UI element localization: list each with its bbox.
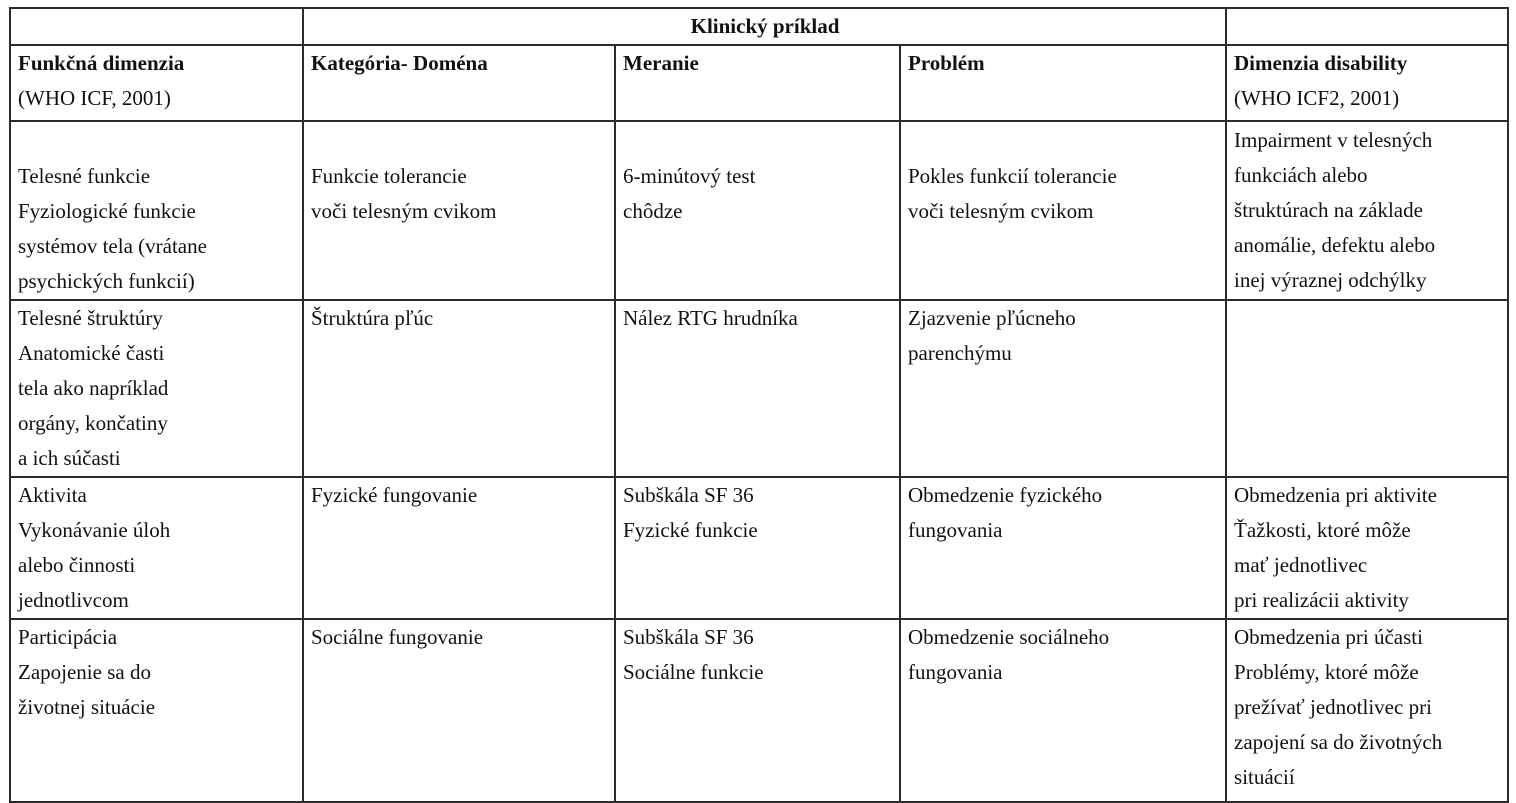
cell-line: voči telesným cvikom [311, 199, 497, 223]
table-cell [615, 300, 900, 477]
cell-line: Fyziologické funkcie [18, 199, 196, 223]
cell-line: Subškála SF 36 [623, 483, 754, 507]
cell-line: Problémy, ktoré môže [1234, 660, 1419, 684]
table-cell [1226, 619, 1508, 802]
header-cell [1226, 45, 1508, 121]
cell-line: Telesné funkcie [18, 164, 151, 188]
cell-line: Pokles funkcií tolerancie [908, 164, 1117, 188]
cell-line: Funkcie tolerancie [311, 164, 467, 188]
table-cell [615, 121, 900, 300]
cell-line: Zjazvenie pľúcneho [908, 306, 1076, 330]
cell-line: zapojení sa do životných [1234, 730, 1443, 754]
cell-line: inej výraznej odchýlky [1234, 268, 1427, 292]
cell-line: Anatomické časti [18, 341, 165, 365]
cell-line: chôdze [623, 199, 683, 223]
cell-line: situácií [1234, 765, 1295, 789]
table-cell [900, 477, 1226, 619]
table-cell [900, 619, 1226, 802]
cell-line: orgány, končatiny [18, 411, 168, 435]
header-line: (WHO ICF2, 2001) [1234, 86, 1400, 110]
cell-line: štruktúrach na základe [1234, 198, 1423, 222]
cell-line: prežívať jednotlivec pri [1234, 695, 1432, 719]
table-cell [10, 300, 303, 477]
header-line: Kategória- Doména [311, 51, 488, 75]
cell-line: Telesné štruktúry [18, 306, 163, 330]
table-cell [900, 300, 1226, 477]
cell-line: Ťažkosti, ktoré môže [1234, 518, 1411, 542]
table-cell [10, 121, 303, 300]
header-cell [10, 45, 303, 121]
table-cell [10, 619, 303, 802]
cell-line: 6-minútový test [623, 164, 756, 188]
cell-line: systémov tela (vrátane [18, 234, 207, 258]
header-cell [615, 45, 900, 121]
cell-line: životnej situácie [18, 695, 156, 719]
header-cell [900, 45, 1226, 121]
cell-line: Vykonávanie úloh [18, 518, 171, 542]
table-row [10, 300, 1508, 477]
icf-table [9, 7, 1509, 803]
table-cell [615, 619, 900, 802]
cell-line: Obmedzenie sociálneho [908, 625, 1110, 649]
table-cell [615, 477, 900, 619]
header-row [10, 45, 1508, 121]
cell-line: Impairment v telesných [1234, 128, 1433, 152]
table-cell [303, 477, 615, 619]
table-cell [10, 477, 303, 619]
table-cell [303, 619, 615, 802]
header-line: Meranie [623, 51, 699, 75]
cell-line: Štruktúra pľúc [311, 306, 434, 330]
table-cell [303, 121, 615, 300]
header-line: Dimenzia disability [1234, 51, 1408, 75]
table-row [10, 477, 1508, 619]
header-line: (WHO ICF, 2001) [18, 86, 171, 110]
table-cell [1226, 121, 1508, 300]
header-cell [303, 45, 615, 121]
cell-line: Obmedzenia pri účasti [1234, 625, 1423, 649]
cell-line: a ich súčasti [18, 446, 121, 470]
cell-line: mať jednotlivec [1234, 553, 1368, 577]
blank-right-cell [1226, 8, 1508, 45]
cell-line: Fyzické funkcie [623, 518, 758, 542]
table-cell [1226, 477, 1508, 619]
table-cell [900, 121, 1226, 300]
cell-line: Zapojenie sa do [18, 660, 151, 684]
blank-corner-cell [10, 8, 303, 45]
cell-line: alebo činnosti [18, 553, 136, 577]
cell-line: Sociálne fungovanie [311, 625, 484, 649]
cell-line: Obmedzenia pri aktivite [1234, 483, 1437, 507]
table-cell [303, 300, 615, 477]
table-row [10, 121, 1508, 300]
cell-line: tela ako napríklad [18, 376, 169, 400]
cell-line: Nález RTG hrudníka [623, 306, 798, 330]
super-header-cell: Klinický príklad [303, 8, 1226, 45]
cell-line: psychických funkcií) [18, 269, 195, 293]
cell-line: funkciách alebo [1234, 163, 1368, 187]
header-line: Funkčná dimenzia [18, 51, 185, 75]
cell-line: Sociálne funkcie [623, 660, 764, 684]
cell-line: anomálie, defektu alebo [1234, 233, 1436, 257]
table-cell-empty [1226, 300, 1508, 477]
super-header-row [10, 8, 1508, 45]
cell-line: Subškála SF 36 [623, 625, 754, 649]
cell-line: fungovania [908, 660, 1003, 684]
cell-line: Obmedzenie fyzického [908, 483, 1103, 507]
cell-line: jednotlivcom [18, 588, 129, 612]
cell-line: Aktivita [18, 483, 87, 507]
cell-line: pri realizácii aktivity [1234, 588, 1409, 612]
header-line: Problém [908, 51, 985, 75]
cell-line: Fyzické fungovanie [311, 483, 478, 507]
cell-line: Participácia [18, 625, 118, 649]
table-row [10, 619, 1508, 802]
cell-line: voči telesným cvikom [908, 199, 1094, 223]
cell-line: fungovania [908, 518, 1003, 542]
cell-line: parenchýmu [908, 341, 1012, 365]
